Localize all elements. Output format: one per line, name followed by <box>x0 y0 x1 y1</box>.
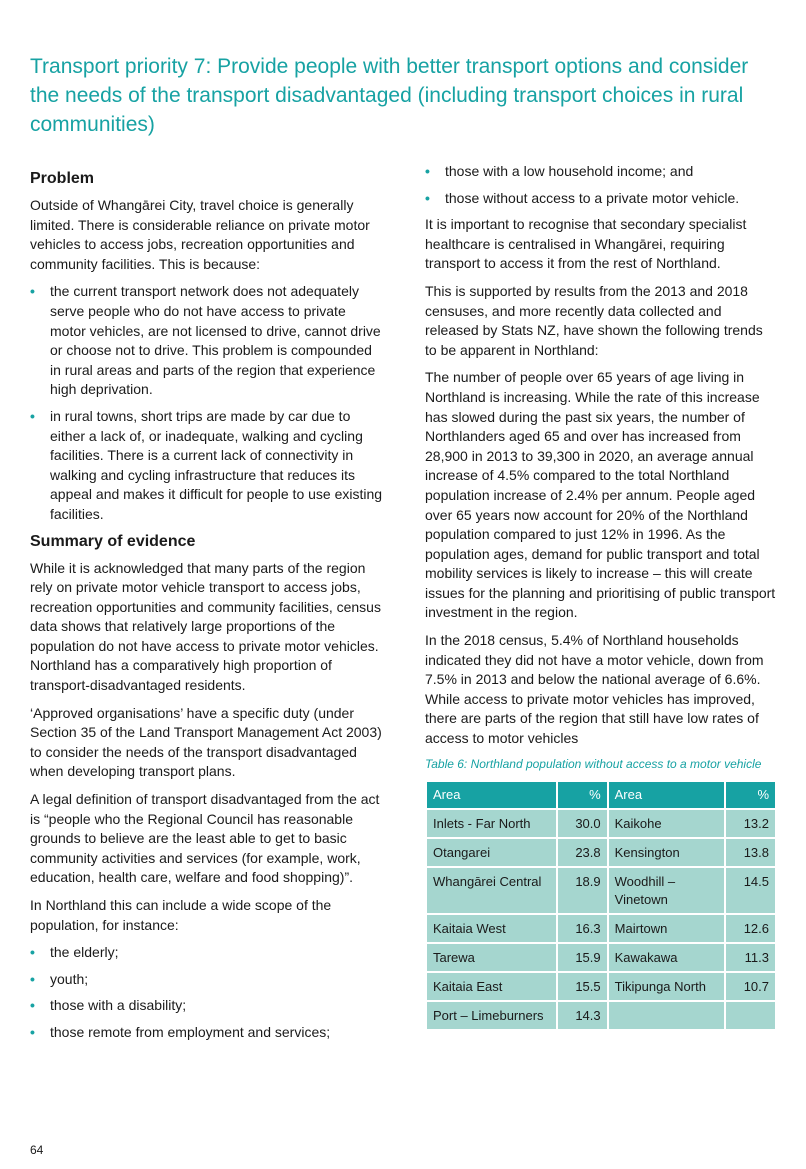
table-row <box>426 809 776 838</box>
list-item: • those with a disability; <box>30 996 385 1016</box>
table-cell <box>608 1001 726 1030</box>
bullet-icon: • <box>30 283 35 300</box>
list-item: • those with a low household income; and <box>425 162 777 182</box>
list-item: • in rural towns, short trips are made by car due to either a lack of, or inadequate, walking and cycling facilities. There is a current lack of connectivity in walking and cycling infrastructure that reduces its appeal and makes it difficult for people to use existing facilities. <box>30 407 383 522</box>
bullet-icon: • <box>30 944 35 961</box>
list-item: • those without access to a private motor vehicle. <box>425 189 777 209</box>
problem-bullet-list <box>30 282 385 524</box>
bullet-icon: • <box>425 189 430 206</box>
bullet-icon: • <box>30 407 35 424</box>
table-cell: 18.9 <box>557 867 608 914</box>
table-row <box>426 943 776 972</box>
table-cell: Inlets - Far North <box>426 809 557 838</box>
column-header-area: Area <box>426 781 557 809</box>
table-header-row <box>426 781 776 809</box>
left-column <box>30 165 385 1050</box>
table-cell: Kensington <box>608 838 726 867</box>
table-row <box>426 838 776 867</box>
table-cell: 15.9 <box>557 943 608 972</box>
evidence-paragraph: A legal definition of transport disadvantaged from the act is “people who the Regional Council has reasonable grounds to believe are the least able to get to basic community activities and services (for example, work, education, health care, welfare and food shopping)”. <box>30 791 380 886</box>
table-cell: 30.0 <box>557 809 608 838</box>
vehicle-access-table <box>425 780 777 1031</box>
table-cell: Mairtown <box>608 914 726 943</box>
table-cell: 14.3 <box>557 1001 608 1030</box>
list-item: • youth; <box>30 970 385 990</box>
table-cell: 13.8 <box>725 838 776 867</box>
population-bullet-list-continued <box>425 162 777 208</box>
page-number: 64 <box>30 1143 44 1157</box>
bullet-icon: • <box>30 997 35 1014</box>
problem-heading: Problem <box>30 170 95 187</box>
list-item: • those remote from employment and services; <box>30 1023 385 1043</box>
population-bullet-list <box>30 943 385 1042</box>
evidence-paragraph: In the 2018 census, 5.4% of Northland households indicated they did not have a motor vehicle, down from 7.5% in 2013 and below the national average of 6.6%. While access to private motor vehicles has improved, there are parts of the region that still have low rates of access to motor vehicles <box>425 632 764 747</box>
table-row <box>426 914 776 943</box>
table-cell: 10.7 <box>725 972 776 1001</box>
table-cell: 15.5 <box>557 972 608 1001</box>
bullet-icon: • <box>425 163 430 179</box>
evidence-paragraph: It is important to recognise that secondary specialist healthcare is centralised in Whangārei, requiring transport to access it from the rest of Northland. <box>425 216 747 272</box>
list-item: • the elderly; <box>30 943 385 963</box>
table-row <box>426 867 776 914</box>
table-cell: Kaitaia West <box>426 914 557 943</box>
table-cell: 13.2 <box>725 809 776 838</box>
problem-intro: Outside of Whangārei City, travel choice is generally limited. There is considerable reliance on private motor vehicles to access jobs, recreation opportunities and community facilities. This is because: <box>30 197 370 272</box>
evidence-paragraph: While it is acknowledged that many parts of the region rely on private motor vehicle transport to access jobs, recreation opportunities and community facilities, census data shows that relatively large proportions of the population do not have access to private motor vehicles. Northland has a comparatively high proportion of transport-disadvantaged residents. <box>30 559 381 694</box>
table-caption: Table 6: Northland population without access to a motor vehicle <box>425 756 762 771</box>
table-cell: 12.6 <box>725 914 776 943</box>
table-cell: Kaikohe <box>608 809 726 838</box>
list-item: • the current transport network does not adequately serve people who do not have access to private motor vehicles, are not licensed to drive, cannot drive or choose not to drive. This problem is compounded in rural areas and parts of the region that experience high deprivation. <box>30 283 381 398</box>
bullet-icon: • <box>30 970 35 987</box>
table-cell: Tikipunga North <box>608 972 726 1001</box>
evidence-heading: Summary of evidence <box>30 532 196 550</box>
column-header-area: Area <box>608 781 726 809</box>
evidence-paragraph: The number of people over 65 years of age living in Northland is increasing. While the rate of this increase has slowed during the past six years, the number of Northlanders aged 65 and over has increased from 28,900 in 2013 to 39,300 in 2020, an average annual increase of 4.5% compared to the total Northland population increase of 2.4% per annum. People aged over 65 years now account for 20% of the Northland population compared to just 12% in 1996. As the population ages, demand for public transport and total mobility services is likely to increase – this will create issues for the planning and prioritising of public transport investment in the region. <box>425 369 776 621</box>
column-header-percent: % <box>557 781 608 809</box>
table-cell: Whangārei Central <box>426 867 557 914</box>
table-cell <box>725 1001 776 1030</box>
evidence-paragraph: ‘Approved organisations’ have a specific duty (under Section 35 of the Land Transport Management Act 2003) to consider the needs of the transport disadvantaged when developing transport plans. <box>30 704 382 780</box>
table-cell: 16.3 <box>557 914 608 943</box>
right-column <box>425 162 777 1031</box>
table-cell: 11.3 <box>725 943 776 972</box>
table-cell: Port – Limeburners <box>426 1001 557 1030</box>
table-row <box>426 1001 776 1030</box>
table-cell: Kawakawa <box>608 943 726 972</box>
bullet-icon: • <box>30 1023 35 1040</box>
table-cell: Tarewa <box>426 943 557 972</box>
column-header-percent: % <box>725 781 776 809</box>
table-cell: Otangarei <box>426 838 557 867</box>
table-row <box>426 972 776 1001</box>
evidence-paragraph: In Northland this can include a wide scope of the population, for instance: <box>30 897 332 933</box>
table-cell: Woodhill – Vinetown <box>608 867 726 914</box>
table-cell: 23.8 <box>557 838 608 867</box>
table-cell: Kaitaia East <box>426 972 557 1001</box>
page-title: Transport priority 7: Provide people with better transport options and consider the needs of the transport disadvantaged (including transport choices in rural communities) <box>30 55 749 136</box>
table-cell: 14.5 <box>725 867 776 914</box>
evidence-paragraph: This is supported by results from the 2013 and 2018 censuses, and more recently data collected and released by Stats NZ, have shown the following trends to be apparent in Northland: <box>425 282 763 358</box>
